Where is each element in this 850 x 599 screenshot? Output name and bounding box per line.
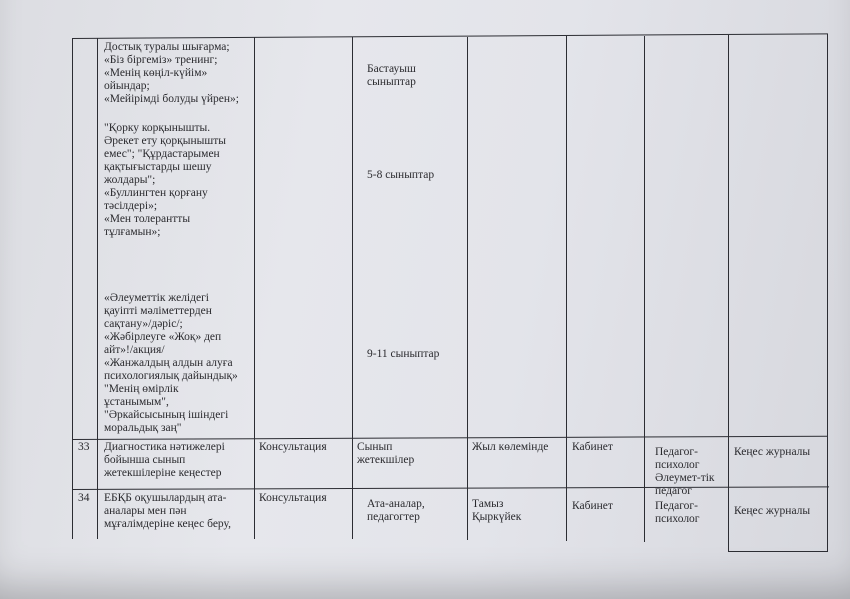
col-border-form — [352, 37, 353, 539]
row-form: Консультация — [259, 492, 327, 504]
row-place: Кабинет — [572, 500, 613, 512]
row-place: Кабинет — [572, 441, 613, 453]
row-audience: Ата-аналар, педагогтер — [367, 498, 425, 523]
row-time: Тамыз Қыркүйек — [472, 498, 522, 523]
row-responsible: Педагог- психолог — [655, 500, 700, 525]
row-result: Кеңес журналы — [734, 505, 811, 517]
row-activity: Диагностика нәтижелері бойынша сынып жетекшілеріне кеңестер — [104, 441, 225, 479]
row-number: 34 — [78, 492, 90, 504]
audience-primary: Бастауыш сыныптар — [367, 63, 416, 88]
col-border-left — [72, 39, 73, 539]
col-border-responsible — [728, 35, 729, 552]
row-time: Жыл көлемінде — [472, 441, 549, 453]
table-top-border — [72, 33, 828, 39]
row-33-top-border — [72, 436, 828, 440]
col-border-audience — [467, 37, 468, 540]
col-border-right — [827, 34, 828, 552]
activities-middle: "Қорку корқынышты. Әрекет ету қорқынышты емес"; "Құрдастарымен қақтығыстарды шешу жолдары"; «Буллингтен қорғану тәсілдері»; «Мен толерантты тұлғамын»; — [104, 122, 226, 238]
row-activity: ЕБҚБ оқушылардың ата- аналары мен пән мұғалімдеріне кеңес беру, — [104, 492, 231, 530]
row-number: 33 — [78, 441, 90, 453]
row-audience: Сынып жетекшілер — [357, 441, 415, 466]
col-border-time — [566, 36, 567, 541]
col-border-place — [644, 36, 645, 542]
activities-primary: Достық туралы шығарма; «Біз біргеміз» тренинг; «Менің көңіл-күйім» ойындар; «Мейірімді болуды үйрен»; — [104, 41, 239, 105]
row-result: Кеңес журналы — [734, 446, 811, 458]
row-responsible: Педагог- психолог Әлеумет-тік педагог — [655, 446, 715, 497]
activities-senior: «Әлеуметтік желідегі қауіпті мәліметтерден сақтану»/дәріс/; «Жәбірлеуге «Жоқ» деп айт»!/акция/ «Жанжалдың алдын алуға психологиялық дайындық» "Менің өмірлік ұстанымым", "Әркайсысының ішіндегі моральдық заң" — [104, 292, 238, 434]
row-form: Консультация — [259, 441, 327, 453]
table-bottom-border — [728, 551, 828, 552]
audience-senior: 9-11 сыныптар — [367, 348, 440, 360]
col-border-number — [97, 38, 98, 539]
audience-middle: 5-8 сыныптар — [367, 169, 435, 181]
col-border-activity — [254, 37, 255, 539]
